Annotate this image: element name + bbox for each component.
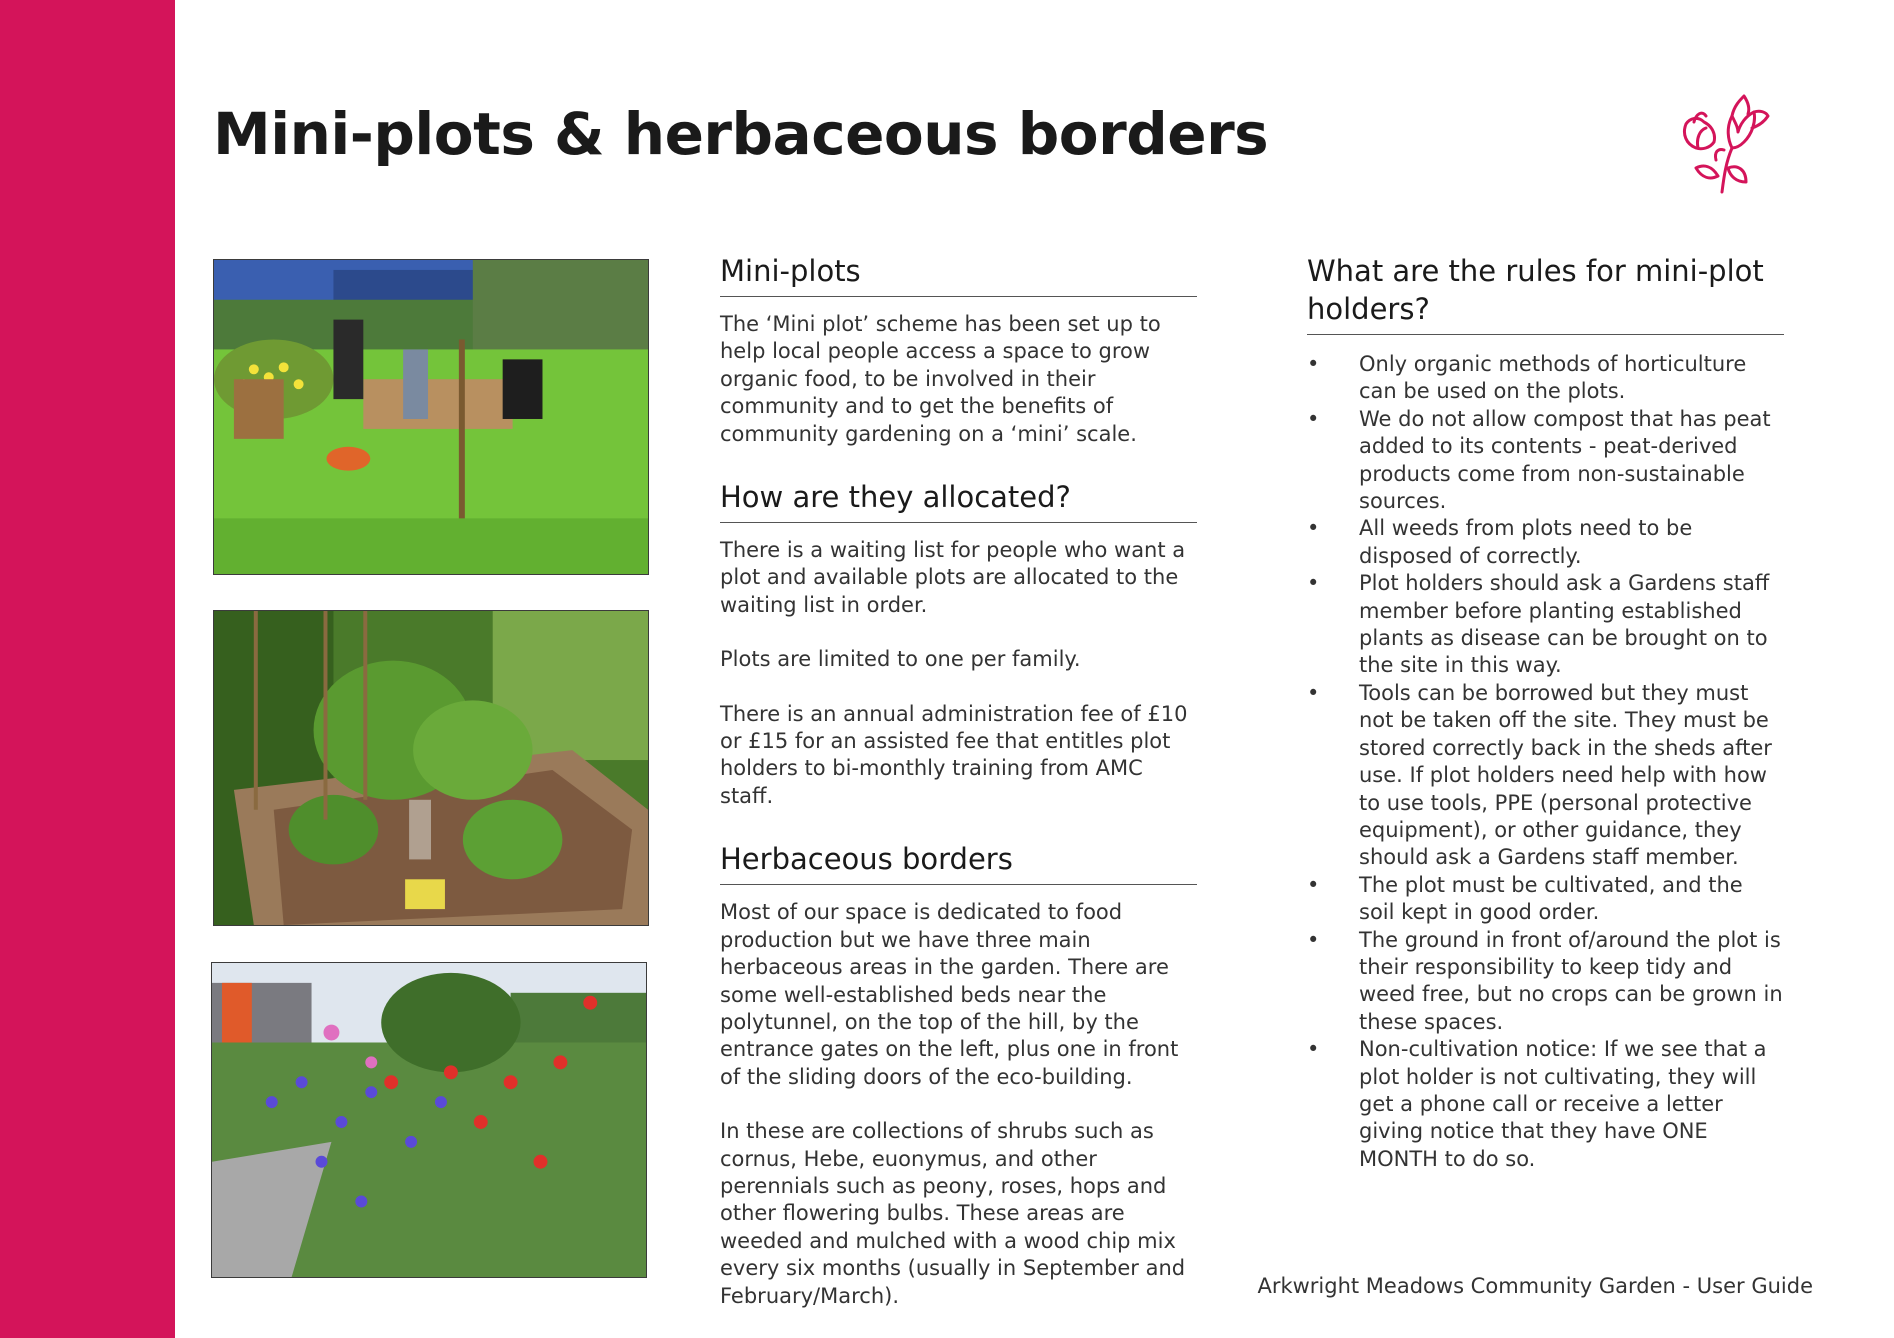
page-title: Mini-plots & herbaceous borders [213,100,1269,168]
rule-item [1307,680,1784,872]
borders-paragraph: Most of our space is dedicated to food production but we have three main herbaceous areas in the garden. There are some well-established beds near the polytunnel, on the top of the hill, by the entrance gates on the left, plus one in front of the sliding doors of the eco-building. [720,900,1179,1089]
rule-text: Plot holders should ask a Gardens staff member before planting established plants as disease can be brought on to the site in this way. [1359,571,1770,678]
rule-text: Non-cultivation notice: If we see that a plot holder is not cultivating, they will get a phone call or receive a letter giving notice that they have ONE MONTH to do so. [1359,1037,1767,1171]
rule-text: Only organic methods of horticulture can be used on the plots. [1359,352,1747,404]
rules-list [1307,351,1784,1173]
raised-bed-photo [213,610,649,926]
rule-item [1307,515,1784,570]
bullet-icon: • [1307,406,1320,431]
bullet-icon: • [1307,352,1320,376]
flower-icon [1672,86,1782,196]
bullet-icon: • [1307,571,1320,596]
rule-text: The plot must be cultivated, and the soil kept in good order. [1359,872,1743,925]
bullet-icon: • [1307,516,1320,541]
bullet-icon: • [1307,872,1320,897]
allocation-paragraph: Plots are limited to one per family. [720,647,1081,672]
herbaceous-borders-heading: Herbaceous borders [720,840,1197,885]
flower-border-photo [211,962,647,1278]
borders-paragraph: In these are collections of shrubs such as cornus, Hebe, euonymus, and other perennials such as peony, roses, hops and other flowering bulbs. These areas are weeded and mulched with a wood chip mix every six months (usually in September and February/March). [720,1119,1186,1308]
allocation-heading: How are they allocated? [720,478,1197,523]
side-accent-bar [0,0,175,1338]
rule-item [1307,570,1784,680]
right-column [1307,252,1784,1173]
rule-text: We do not allow compost that has peat added to its contents - peat-derived products come from non-sustainable sources. [1359,406,1771,514]
bullet-icon: • [1307,680,1320,705]
rule-text: The ground in front of/around the plot is their responsibility to keep tidy and weed free, but no crops can be grown in these spaces. [1359,927,1783,1034]
rules-heading: What are the rules for mini-plot holders? [1307,252,1784,335]
rule-item [1307,872,1784,927]
allocation-paragraph: There is an annual administration fee of £10 or £15 for an assisted fee that entitles plot holders to bi-monthly training from AMC staff. [720,701,1188,808]
bullet-icon: • [1307,1037,1320,1062]
rule-item [1307,1036,1784,1173]
mini-plots-heading: Mini-plots [720,252,1197,297]
rule-text: All weeds from plots need to be disposed of correctly. [1359,516,1693,568]
rule-item [1307,927,1784,1037]
allocation-paragraph: There is a waiting list for people who want a plot and available plots are allocated to the waiting list in order. [720,538,1186,617]
footer-text: Arkwright Meadows Community Garden - User Guide [1257,1274,1813,1298]
bullet-icon: • [1307,927,1320,952]
rule-text: Tools can be borrowed but they must not be taken off the site. They must be stored correctly back in the sheds after use. If plot holders need help with how to use tools, PPE (personal protective equipment), or other guidance, they should ask a Gardens staff member. [1359,680,1772,870]
mini-plots-paragraph: The ‘Mini plot’ scheme has been set up to help local people access a space to grow organic food, to be involved in their community and to get the benefits of community gardening on a ‘mini’ scale. [720,312,1161,446]
mini-plots-photo [213,259,649,575]
rule-item [1307,351,1784,406]
rule-item [1307,406,1784,516]
middle-column [720,252,1197,1310]
